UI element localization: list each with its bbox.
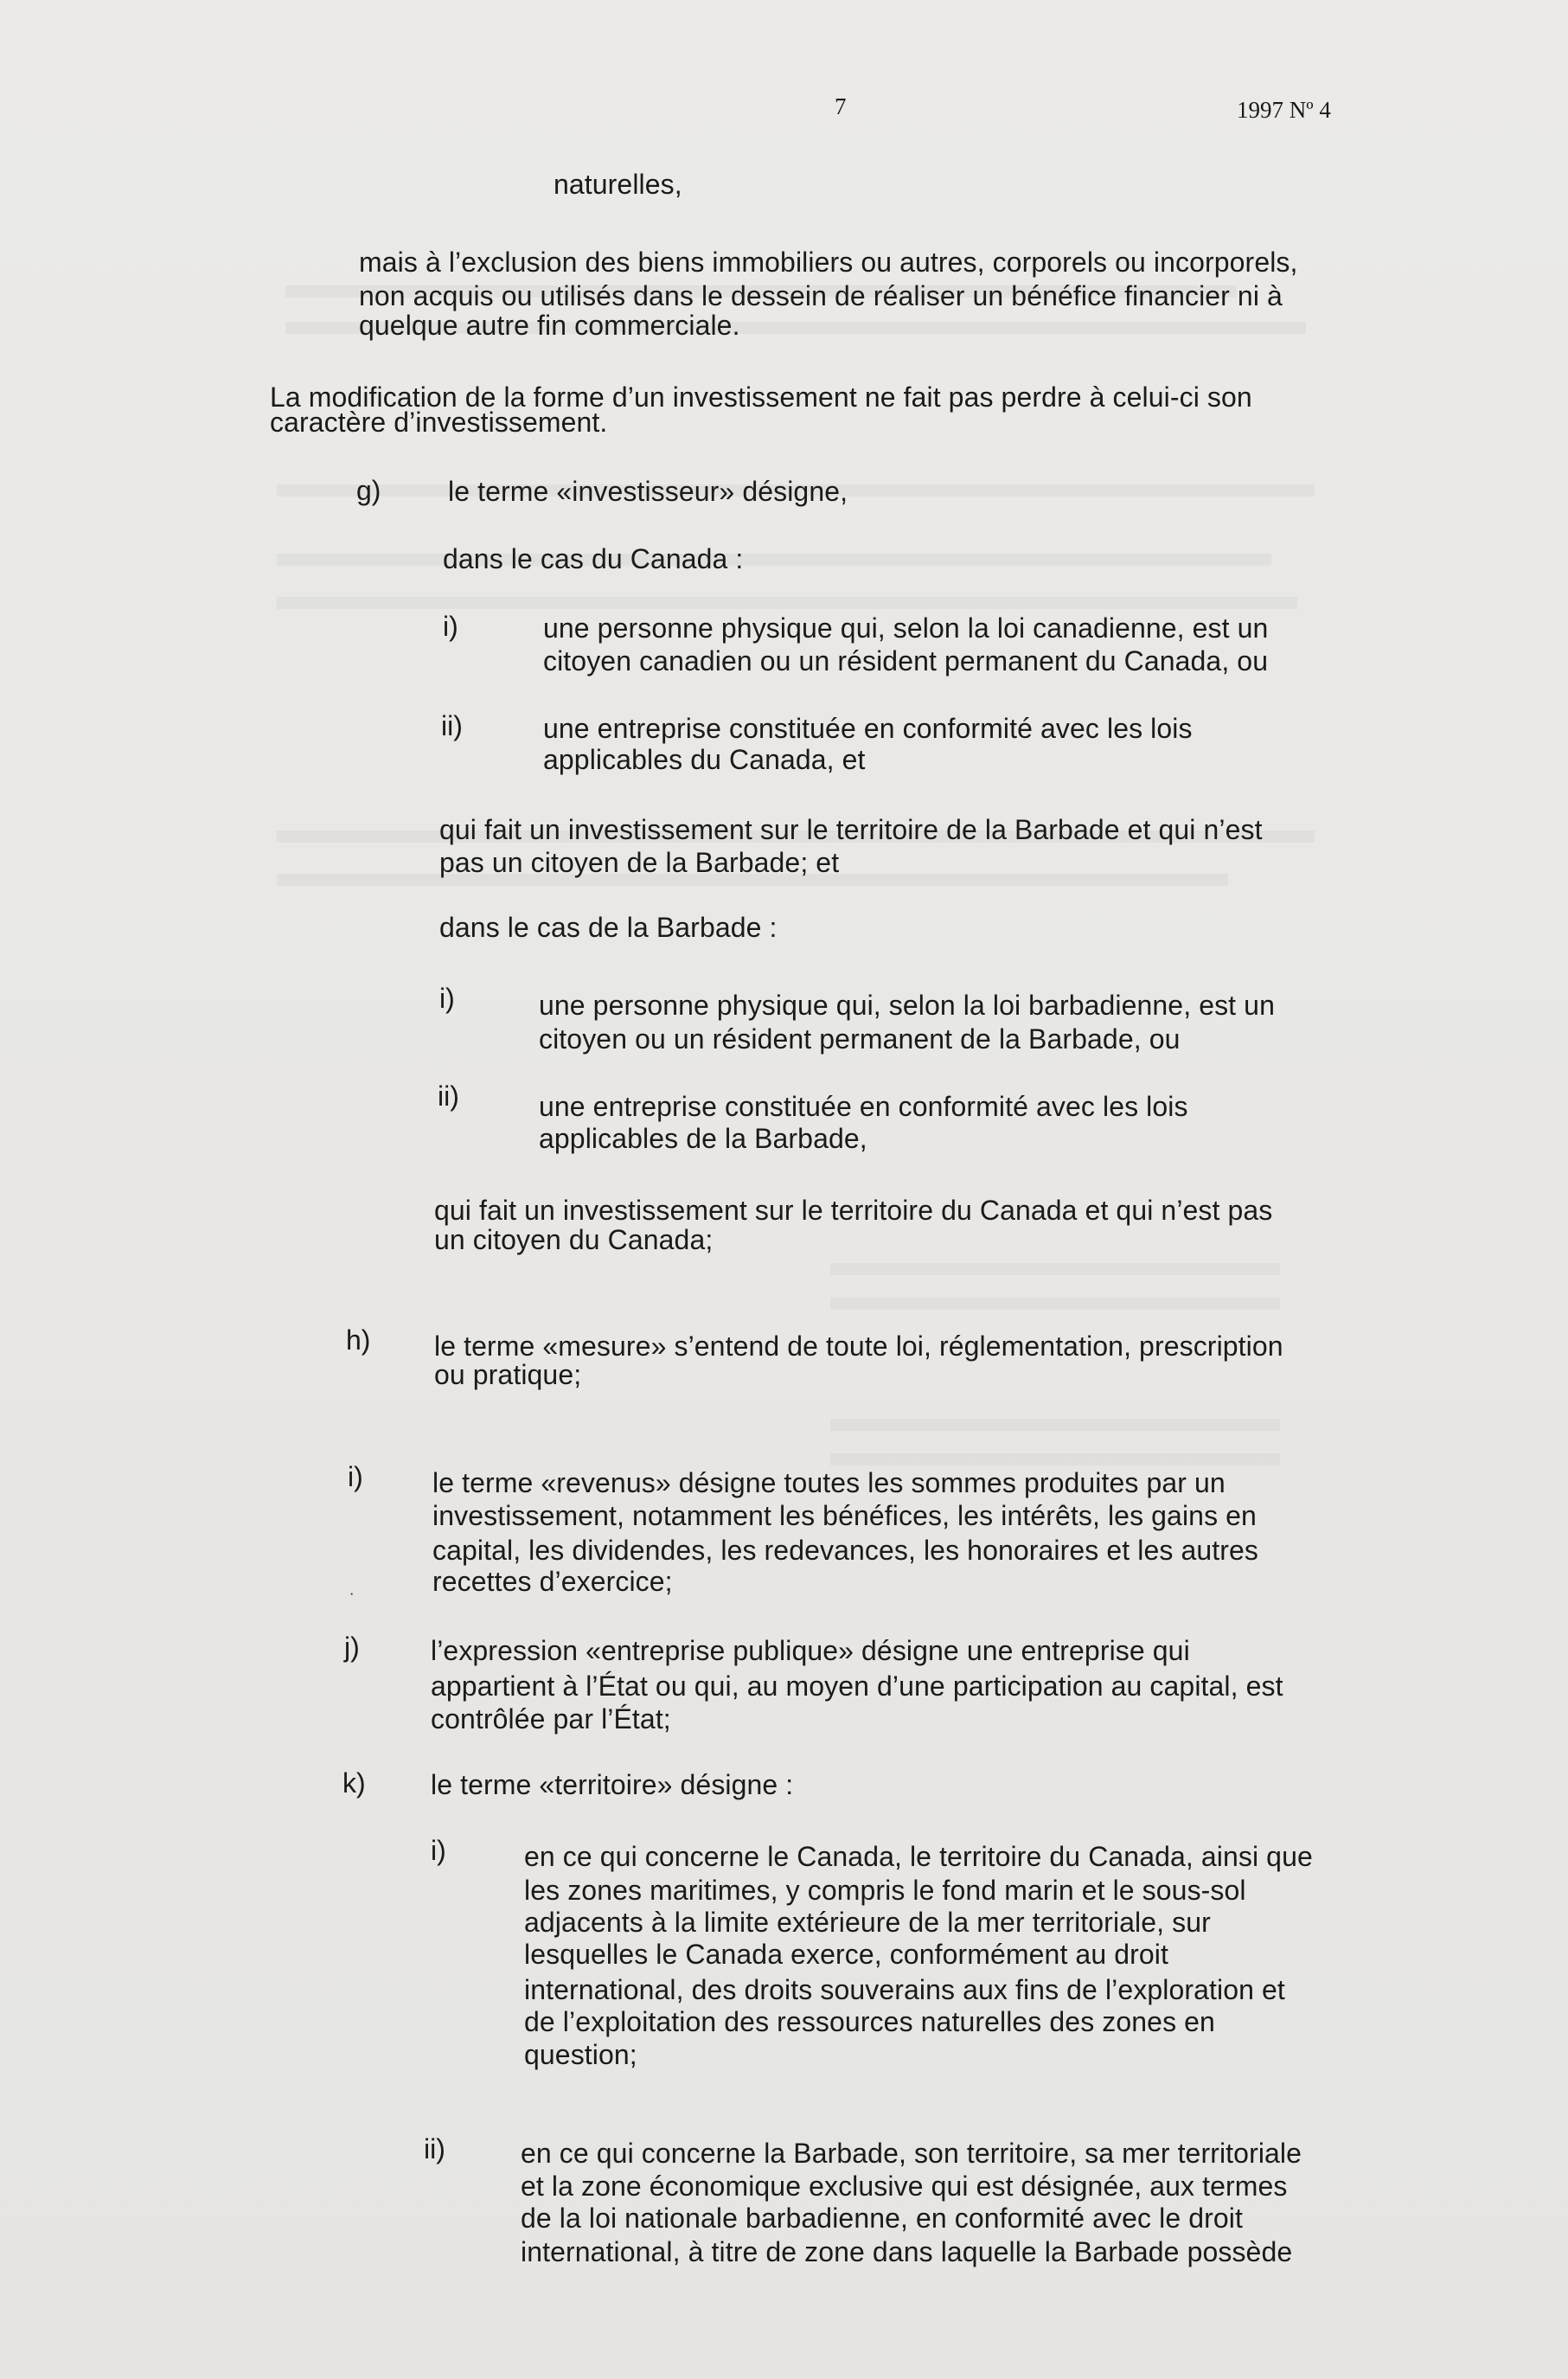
text-line: le terme «mesure» s’entend de toute loi, réglementation, prescription bbox=[434, 1331, 1283, 1362]
text-line: une entreprise constituée en conformité avec les lois bbox=[543, 713, 1193, 744]
text-line: pas un citoyen de la Barbade; et bbox=[439, 847, 840, 878]
text-line: citoyen ou un résident permanent de la Barbade, ou bbox=[539, 1023, 1181, 1055]
text-line: appartient à l’État ou qui, au moyen d’une participation au capital, est bbox=[431, 1670, 1283, 1702]
text-line: lesquelles le Canada exerce, conformément au droit bbox=[524, 1939, 1168, 1970]
text-line: une entreprise constituée en conformité avec les lois bbox=[539, 1091, 1188, 1122]
text-line: de l’exploitation des ressources naturelles des zones en bbox=[524, 2006, 1215, 2037]
page-number: 7 bbox=[835, 93, 847, 119]
item-label: ii) bbox=[438, 1080, 459, 1112]
text-line: applicables de la Barbade, bbox=[539, 1123, 867, 1154]
text-line: caractère d’investissement. bbox=[270, 407, 608, 438]
clause-label: h) bbox=[346, 1324, 371, 1356]
text-line: quelque autre fin commerciale. bbox=[359, 310, 740, 341]
text-line: recettes d’exercice; bbox=[432, 1566, 673, 1597]
text-line: investissement, notamment les bénéfices, les intérêts, les gains en bbox=[432, 1500, 1257, 1531]
text-line: le terme «revenus» désigne toutes les sommes produites par un bbox=[432, 1467, 1226, 1498]
clause-label: k) bbox=[342, 1767, 366, 1799]
text-line: adjacents à la limite extérieure de la mer territoriale, sur bbox=[524, 1907, 1211, 1938]
text-line: et la zone économique exclusive qui est désignée, aux termes bbox=[521, 2171, 1288, 2202]
clause-label: i) bbox=[348, 1461, 363, 1492]
text-line: de la loi nationale barbadienne, en conformité avec le droit bbox=[521, 2203, 1243, 2234]
text-line: international, des droits souverains aux fins de l’exploration et bbox=[524, 1974, 1285, 2005]
text-line: les zones maritimes, y compris le fond marin et le sous-sol bbox=[524, 1875, 1246, 1906]
text-line: ou pratique; bbox=[434, 1359, 582, 1390]
text-line: capital, les dividendes, les redevances, les honoraires et les autres bbox=[432, 1535, 1258, 1566]
item-label: ii) bbox=[441, 710, 463, 741]
clause-heading: le terme «investisseur» désigne, bbox=[448, 476, 848, 507]
clause-label: j) bbox=[344, 1632, 360, 1663]
text-line: question; bbox=[524, 2039, 637, 2070]
text-line: qui fait un investissement sur le territoire du Canada et qui n’est pas bbox=[434, 1195, 1273, 1226]
text-line: international, à titre de zone dans laquelle la Barbade possède bbox=[521, 2236, 1293, 2267]
text-line: en ce qui concerne la Barbade, son territoire, sa mer territoriale bbox=[521, 2138, 1302, 2169]
document-reference: 1997 Nº 4 bbox=[1237, 97, 1331, 123]
item-label: i) bbox=[431, 1835, 446, 1866]
text-line: La modification de la forme d’un investissement ne fait pas perdre à celui-ci son bbox=[270, 382, 1252, 413]
text-line: une personne physique qui, selon la loi canadienne, est un bbox=[543, 612, 1269, 644]
text-line: qui fait un investissement sur le territoire de la Barbade et qui n’est bbox=[439, 814, 1263, 845]
text-line: applicables du Canada, et bbox=[543, 744, 866, 775]
clause-label: g) bbox=[356, 475, 381, 506]
text-line: en ce qui concerne le Canada, le territoire du Canada, ainsi que bbox=[524, 1841, 1313, 1872]
text-line: contrôlée par l’État; bbox=[431, 1703, 671, 1735]
item-label: ii) bbox=[424, 2133, 445, 2164]
text-line: non acquis ou utilisés dans le dessein de réaliser un bénéfice financier ni à bbox=[359, 280, 1283, 311]
item-label: i) bbox=[439, 983, 455, 1014]
text-line: naturelles, bbox=[554, 169, 682, 200]
text-line: une personne physique qui, selon la loi barbadienne, est un bbox=[539, 990, 1275, 1021]
text-line: l’expression «entreprise publique» désigne une entreprise qui bbox=[431, 1635, 1190, 1666]
item-label: i) bbox=[443, 611, 458, 642]
text-line: mais à l’exclusion des biens immobiliers ou autres, corporels ou incorporels, bbox=[359, 247, 1298, 278]
subsection-intro: dans le cas du Canada : bbox=[443, 543, 744, 574]
stray-mark: ˙ bbox=[349, 1590, 356, 1612]
text-line: un citoyen du Canada; bbox=[434, 1224, 714, 1255]
clause-heading: le terme «territoire» désigne : bbox=[431, 1769, 794, 1800]
text-line: citoyen canadien ou un résident permanent du Canada, ou bbox=[543, 645, 1269, 677]
subsection-intro: dans le cas de la Barbade : bbox=[439, 912, 778, 943]
